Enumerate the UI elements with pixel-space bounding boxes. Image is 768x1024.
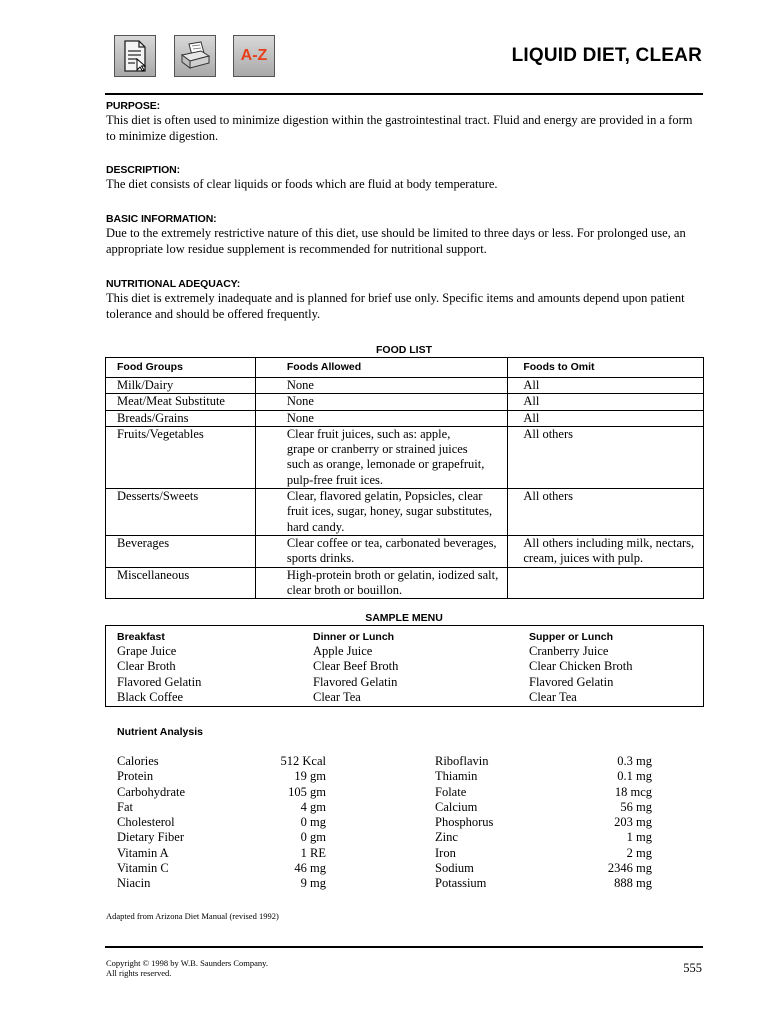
nutrient-name: Dietary Fiber	[117, 830, 184, 845]
a-z-index-button[interactable]	[233, 35, 275, 77]
nutrient-analysis-title: Nutrient Analysis	[117, 726, 203, 738]
nutrient-value: 0.3 mg	[617, 754, 652, 768]
nutrient-value: 56 mg	[620, 799, 652, 814]
menu-item: Cranberry Juice	[529, 644, 609, 658]
purpose-section	[106, 100, 704, 144]
footer-rule	[105, 946, 703, 948]
rights-line: All rights reserved.	[106, 968, 172, 978]
food-group-cell: Milk/Dairy	[106, 378, 256, 394]
food-list-title: FOOD LIST	[376, 344, 432, 356]
menu-column-heading: Breakfast	[117, 631, 165, 643]
description-section	[106, 164, 704, 193]
menu-column-heading: Dinner or Lunch	[313, 631, 395, 643]
menu-item: Clear Broth	[117, 659, 176, 674]
menu-item: Clear Tea	[313, 689, 361, 704]
basic-information-text: Due to the extremely restrictive nature of this diet, use should be limited to three days or less. For prolonged use, an appropriate low residue supplement is recommended for nutritional support.	[106, 226, 686, 256]
table-row	[106, 567, 704, 599]
nutrient-name: Fat	[117, 799, 133, 814]
food-list-table	[105, 357, 704, 599]
nutritional-adequacy-heading: NUTRITIONAL ADEQUACY:	[106, 278, 241, 290]
table-row	[106, 489, 704, 536]
column-header: Foods to Omit	[508, 358, 704, 378]
food-group-cell: Desserts/Sweets	[106, 489, 256, 536]
menu-column-heading: Supper or Lunch	[529, 631, 613, 643]
nutrient-value: 9 mg	[300, 876, 326, 891]
foods-to-omit-cell: All	[508, 410, 704, 426]
table-row	[106, 378, 704, 394]
foods-allowed-cell: None	[255, 378, 508, 394]
foods-to-omit-cell: All others	[508, 489, 704, 536]
sample-menu-box	[105, 625, 704, 707]
nutrient-name: Carbohydrate	[117, 784, 186, 799]
foods-allowed-cell: Clear coffee or tea, carbonated beverages, sports drinks.	[255, 535, 508, 567]
header-rule	[105, 93, 703, 95]
page-title: LIQUID DIET, CLEAR	[511, 45, 702, 66]
sample-menu-title: SAMPLE MENU	[365, 612, 443, 624]
food-group-cell: Miscellaneous	[106, 567, 256, 599]
menu-item: Flavored Gelatin	[117, 674, 202, 689]
menu-column-dinner	[313, 630, 398, 705]
nutrient-value: 0 gm	[300, 830, 326, 845]
page-number: 555	[683, 961, 702, 975]
copyright-line: Copyright © 1998 by W.B. Saunders Company.	[106, 958, 268, 968]
menu-item: Flavored Gelatin	[313, 674, 398, 689]
nutrient-value: 18 mcg	[614, 784, 652, 799]
foods-to-omit-cell: All	[508, 378, 704, 394]
nutrient-value: 19 gm	[294, 769, 326, 784]
nutrient-names-right	[435, 754, 493, 892]
foods-allowed-cell: Clear, flavored gelatin, Popsicles, clear fruit ices, sugar, honey, sugar substitutes, hard candy.	[255, 489, 508, 536]
nutrient-values-left	[240, 754, 326, 892]
foods-allowed-cell: None	[255, 410, 508, 426]
menu-item: Black Coffee	[117, 689, 184, 704]
table-row	[106, 535, 704, 567]
printer-icon	[179, 41, 211, 71]
menu-item: Flavored Gelatin	[529, 674, 614, 689]
nutrient-value: 203 mg	[614, 815, 652, 830]
foods-allowed-cell: Clear fruit juices, such as: apple, grape or cranberry or strained juices such as orange, lemonade or grapefruit, pulp-free fruit ices.	[255, 426, 508, 488]
nutrient-values-right	[560, 754, 652, 892]
menu-column-supper	[529, 630, 632, 705]
food-group-cell: Breads/Grains	[106, 410, 256, 426]
description-heading: DESCRIPTION:	[106, 164, 181, 176]
copyright-notice	[106, 958, 268, 978]
foods-to-omit-cell: All	[508, 394, 704, 410]
column-header: Foods Allowed	[255, 358, 508, 378]
nutrient-name: Potassium	[435, 876, 487, 891]
nutrient-name: Calcium	[435, 799, 478, 814]
nutrient-name: Iron	[435, 845, 456, 860]
table-row	[106, 426, 704, 488]
foods-allowed-cell: High-protein broth or gelatin, iodized salt, clear broth or bouillon.	[255, 567, 508, 599]
nutrient-name: Riboflavin	[435, 754, 489, 768]
nutrient-name: Folate	[435, 784, 467, 799]
menu-column-breakfast	[117, 630, 201, 705]
document-pointer-icon	[120, 39, 150, 73]
source-footnote: Adapted from Arizona Diet Manual (revised 1992)	[106, 911, 279, 921]
nutrient-name: Niacin	[117, 876, 151, 891]
nutrient-value: 1 mg	[626, 830, 652, 845]
menu-item: Grape Juice	[117, 644, 177, 658]
a-z-label: A-Z	[240, 47, 268, 64]
nutrient-name: Sodium	[435, 861, 474, 876]
nutrient-names-left	[117, 754, 185, 892]
table-row	[106, 410, 704, 426]
purpose-heading: PURPOSE:	[106, 100, 161, 112]
foods-to-omit-cell: All others including milk, nectars, cream, juices with pulp.	[508, 535, 704, 567]
nutrient-name: Protein	[117, 769, 154, 784]
food-group-cell: Meat/Meat Substitute	[106, 394, 256, 410]
purpose-text: This diet is often used to minimize digestion within the gastrointestinal tract. Fluid and energy are provided in a form to minimize digestion.	[106, 113, 693, 143]
nutrient-name: Vitamin C	[117, 861, 169, 876]
menu-item: Clear Tea	[529, 689, 577, 704]
nutrient-value: 1 RE	[300, 845, 326, 860]
description-text: The diet consists of clear liquids or foods which are fluid at body temperature.	[106, 177, 498, 191]
nutrient-name: Cholesterol	[117, 815, 175, 830]
nutrient-name: Vitamin A	[117, 845, 169, 860]
foods-to-omit-cell	[508, 567, 704, 599]
nutrient-value: 46 mg	[294, 861, 326, 876]
nutrient-value: 4 gm	[300, 799, 326, 814]
nutrient-name: Calories	[117, 754, 159, 768]
food-group-cell: Fruits/Vegetables	[106, 426, 256, 488]
nutrient-value: 2 mg	[626, 845, 652, 860]
nutritional-adequacy-text: This diet is extremely inadequate and is planned for brief use only. Specific items and amounts depend upon patient tolerance and should be offered frequently.	[106, 291, 685, 321]
basic-information-section	[106, 213, 704, 257]
nutrient-value: 2346 mg	[607, 861, 652, 876]
column-header: Food Groups	[106, 358, 256, 378]
nutrient-name: Thiamin	[435, 769, 478, 784]
nutrient-value: 105 gm	[288, 784, 326, 799]
nutrient-value: 888 mg	[614, 876, 652, 891]
document-button[interactable]	[114, 35, 156, 77]
print-button[interactable]	[174, 35, 216, 77]
menu-item: Clear Chicken Broth	[529, 659, 633, 674]
basic-information-heading: BASIC INFORMATION:	[106, 213, 217, 225]
menu-item: Apple Juice	[313, 644, 373, 658]
nutrient-value: 512 Kcal	[280, 754, 326, 768]
menu-item: Clear Beef Broth	[313, 659, 399, 674]
nutrient-value: 0 mg	[300, 815, 326, 830]
nutrient-name: Zinc	[435, 830, 458, 845]
foods-allowed-cell: None	[255, 394, 508, 410]
foods-to-omit-cell: All others	[508, 426, 704, 488]
table-row	[106, 394, 704, 410]
nutrient-name: Phosphorus	[435, 815, 494, 830]
food-list-header-row	[106, 358, 704, 378]
nutritional-adequacy-section	[106, 278, 704, 322]
food-group-cell: Beverages	[106, 535, 256, 567]
nutrient-value: 0.1 mg	[617, 769, 652, 784]
